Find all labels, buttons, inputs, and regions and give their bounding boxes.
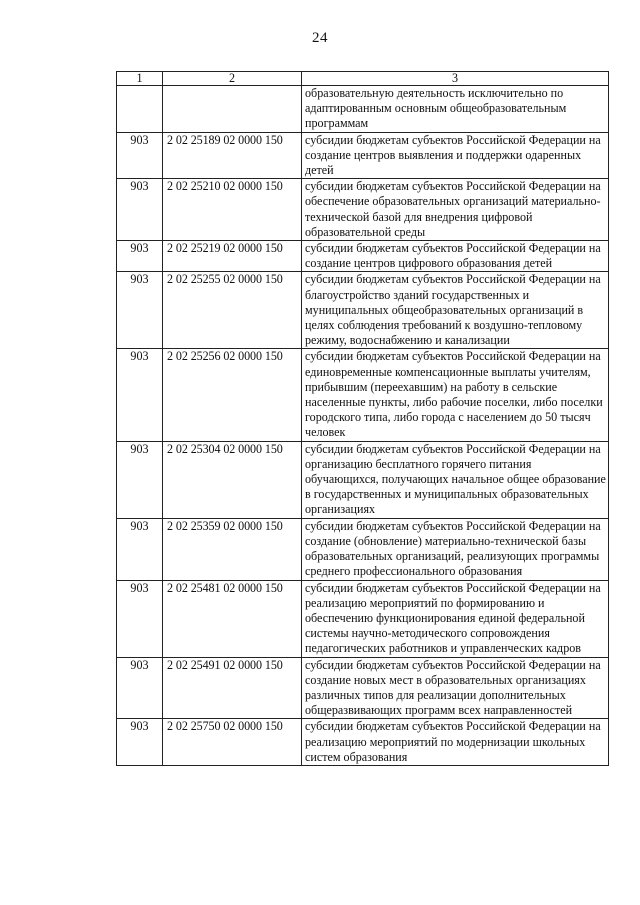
budget-code-cell: 2 02 25255 02 0000 150 xyxy=(163,272,302,349)
admin-code-cell: 903 xyxy=(117,580,163,657)
admin-code-cell: 903 xyxy=(117,349,163,441)
admin-code-cell: 903 xyxy=(117,132,163,179)
page-number: 24 xyxy=(312,30,328,46)
column-header-2: 2 xyxy=(163,72,302,86)
table-row xyxy=(117,441,609,518)
admin-code-cell xyxy=(117,86,163,133)
description-cell: субсидии бюджетам субъектов Российской Федерации на обеспечение образовательных организаций материально-технической базой для внедрения цифровой образовательной среды xyxy=(302,179,609,241)
column-header-3: 3 xyxy=(302,72,609,86)
description-cell: образовательную деятельность исключительно по адаптированным основным общеобразовательным программам xyxy=(302,86,609,133)
admin-code-cell: 903 xyxy=(117,241,163,272)
admin-code-cell: 903 xyxy=(117,719,163,766)
table-row xyxy=(117,272,609,349)
description-cell: субсидии бюджетам субъектов Российской Федерации на создание новых мест в образовательных организациях различных типов для реализации дополнительных общеразвивающих программ всех направленностей xyxy=(302,657,609,719)
budget-code-cell: 2 02 25189 02 0000 150 xyxy=(163,132,302,179)
admin-code-cell: 903 xyxy=(117,441,163,518)
budget-code-cell: 2 02 25481 02 0000 150 xyxy=(163,580,302,657)
budget-code-cell: 2 02 25359 02 0000 150 xyxy=(163,518,302,580)
budget-codes-table xyxy=(116,71,609,766)
table-row xyxy=(117,349,609,441)
table-row xyxy=(117,241,609,272)
description-cell: субсидии бюджетам субъектов Российской Федерации на единовременные компенсационные выплаты учителям, прибывшим (переехавшим) на работу в сельские населенные пункты, либо рабочие поселки, либо поселки городского типа, либо города с населением до 50 тысяч человек xyxy=(302,349,609,441)
table-row xyxy=(117,518,609,580)
budget-code-cell xyxy=(163,86,302,133)
admin-code-cell: 903 xyxy=(117,518,163,580)
table-row xyxy=(117,86,609,133)
table-header-row xyxy=(117,72,609,86)
admin-code-cell: 903 xyxy=(117,272,163,349)
budget-code-cell: 2 02 25219 02 0000 150 xyxy=(163,241,302,272)
description-cell: субсидии бюджетам субъектов Российской Федерации на реализацию мероприятий по формированию и обеспечению функционирования единой федеральной системы научно-методического сопровождения педагогических работников и управленческих кадров xyxy=(302,580,609,657)
table-row xyxy=(117,657,609,719)
description-cell: субсидии бюджетам субъектов Российской Федерации на организацию бесплатного горячего питания обучающихся, получающих начальное общее образование в государственных и муниципальных образовательных организациях xyxy=(302,441,609,518)
budget-code-cell: 2 02 25256 02 0000 150 xyxy=(163,349,302,441)
description-cell: субсидии бюджетам субъектов Российской Федерации на создание центров выявления и поддержки одаренных детей xyxy=(302,132,609,179)
admin-code-cell: 903 xyxy=(117,657,163,719)
description-cell: субсидии бюджетам субъектов Российской Федерации на создание (обновление) материально-технической базы образовательных организаций, реализующих программы среднего профессионального образования xyxy=(302,518,609,580)
table-row xyxy=(117,580,609,657)
column-header-1: 1 xyxy=(117,72,163,86)
budget-code-cell: 2 02 25750 02 0000 150 xyxy=(163,719,302,766)
description-cell: субсидии бюджетам субъектов Российской Федерации на реализацию мероприятий по модернизации школьных систем образования xyxy=(302,719,609,766)
description-cell: субсидии бюджетам субъектов Российской Федерации на благоустройство зданий государственных и муниципальных общеобразовательных организаций в целях соблюдения требований к воздушно-тепловому режиму, водоснабжению и канализации xyxy=(302,272,609,349)
table-row xyxy=(117,132,609,179)
budget-code-cell: 2 02 25491 02 0000 150 xyxy=(163,657,302,719)
description-cell: субсидии бюджетам субъектов Российской Федерации на создание центров цифрового образования детей xyxy=(302,241,609,272)
admin-code-cell: 903 xyxy=(117,179,163,241)
table-row xyxy=(117,179,609,241)
table-row xyxy=(117,719,609,766)
budget-code-cell: 2 02 25210 02 0000 150 xyxy=(163,179,302,241)
budget-code-cell: 2 02 25304 02 0000 150 xyxy=(163,441,302,518)
